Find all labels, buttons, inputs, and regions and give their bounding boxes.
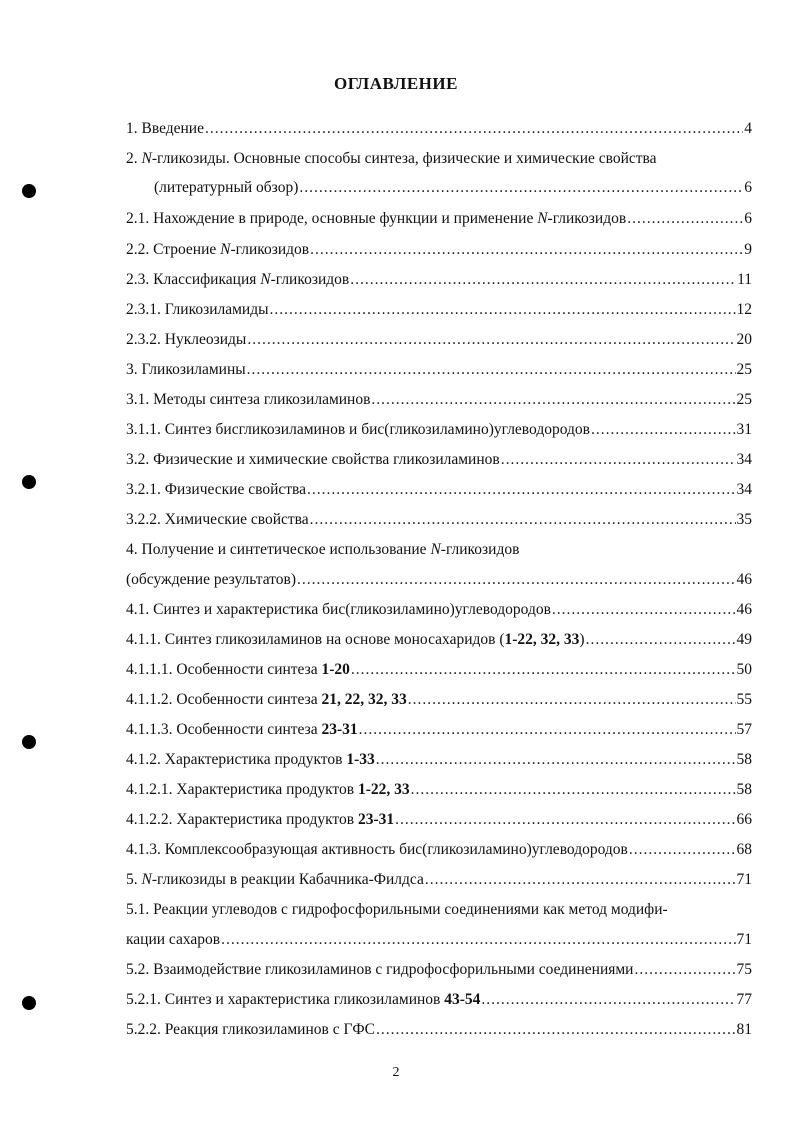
- toc-entry-label: 2.3. Классификация N-гликозидов: [126, 271, 350, 288]
- toc-entry-page: 12: [736, 301, 752, 318]
- toc-entry-label: 5. N-гликозиды в реакции Кабачника-Филдса: [126, 871, 424, 888]
- toc-entry: 5.1. Реакции углеводов с гидрофосфорильными соединениями как метод модифи-: [126, 901, 668, 918]
- toc-entry-page: 81: [736, 1021, 752, 1038]
- toc-entry: [126, 840, 752, 860]
- toc-entry-label: 3. Гликозиламины: [126, 361, 246, 378]
- toc-entry: [126, 270, 752, 290]
- toc-entry-label: 4.1.3. Комплексообразующая активность бис(гликозиламино)углеводородов: [126, 841, 628, 858]
- toc-entry: [126, 360, 752, 380]
- leader-dots: [376, 1020, 735, 1040]
- leader-dots: [351, 660, 736, 680]
- page-title: ОГЛАВЛЕНИЕ: [334, 74, 458, 93]
- toc-entry: [126, 300, 752, 320]
- toc-entry: [126, 810, 752, 830]
- toc-entry: [126, 990, 752, 1010]
- toc-entry: [126, 750, 752, 770]
- toc-entry-label: 5.2. Взаимодействие гликозиламинов с гидрофосфорильными соединениями: [126, 961, 634, 978]
- toc-entry-page: 50: [736, 661, 752, 678]
- toc-entry-label: 4.1.2.2. Характеристика продуктов 23-31: [126, 811, 395, 828]
- toc-entry: [126, 390, 752, 410]
- toc-entry-page: 77: [736, 991, 752, 1008]
- toc-entry-page: 9: [744, 241, 752, 258]
- toc-entry-page: 68: [736, 841, 752, 858]
- leader-dots: [552, 600, 736, 620]
- toc-entry-page: 35: [736, 511, 752, 528]
- toc-entry: [126, 450, 752, 470]
- leader-dots: [270, 300, 736, 320]
- toc-entry-page: 71: [736, 931, 752, 948]
- toc-entry: [126, 630, 752, 650]
- toc-entry-page: 71: [736, 871, 752, 888]
- toc-entry-label: 2.2. Строение N-гликозидов: [126, 241, 310, 258]
- leader-dots: [299, 178, 743, 198]
- leader-dots: [350, 270, 736, 290]
- leader-dots: [247, 360, 736, 380]
- leader-dots: [307, 480, 735, 500]
- leader-dots: [221, 930, 735, 950]
- toc-entry-label: 2.1. Нахождение в природе, основные функции и применение N-гликозидов: [126, 210, 627, 227]
- leader-dots: [371, 390, 735, 410]
- toc-entry-label: кации сахаров: [126, 931, 221, 948]
- leader-dots: [395, 810, 735, 830]
- toc-entry: [126, 119, 752, 139]
- toc-entry-page: 49: [736, 631, 752, 648]
- leader-dots: [586, 630, 736, 650]
- toc-entry-label: 3.1.1. Синтез бисгликозиламинов и бис(гликозиламино)углеводородов: [126, 421, 590, 438]
- toc-entry: 4. Получение и синтетическое использование N-гликозидов: [126, 541, 520, 558]
- leader-dots: [310, 240, 743, 260]
- toc-entry: [126, 510, 752, 530]
- toc-entry-label: 3.2. Физические и химические свойства гликозиламинов: [126, 451, 500, 468]
- toc-entry-page: 58: [736, 751, 752, 768]
- toc-entry-label: 5.2.1. Синтез и характеристика гликозиламинов 43-54: [126, 991, 481, 1008]
- toc-entry-page: 11: [737, 271, 752, 288]
- leader-dots: [359, 720, 736, 740]
- toc-entry: [126, 930, 752, 950]
- toc-entry-label: 4.1.2. Характеристика продуктов 1-33: [126, 751, 375, 768]
- toc-entry-page: 25: [736, 361, 752, 378]
- toc-entry-label: 1. Введение: [126, 120, 204, 137]
- toc-entry-label: 3.2.1. Физические свойства: [126, 481, 307, 498]
- toc-entry-page: 57: [736, 721, 752, 738]
- page-number: 2: [392, 1065, 400, 1080]
- toc-entry-page: 20: [736, 331, 752, 348]
- toc-entry-label: 3.1. Методы синтеза гликозиламинов: [126, 391, 371, 408]
- toc-entry: [126, 480, 752, 500]
- toc-entry: [126, 870, 752, 890]
- toc-entry-label: 4.1.1. Синтез гликозиламинов на основе моносахаридов (1-22, 32, 33): [126, 631, 585, 648]
- leader-dots: [205, 119, 743, 139]
- toc-entry-label: 4.1. Синтез и характеристика бис(гликозиламино)углеводородов: [126, 601, 551, 618]
- toc-entry-page: 31: [736, 421, 752, 438]
- toc-entry-page: 6: [744, 210, 752, 227]
- toc-entry: [126, 240, 752, 260]
- toc-entry-label: 4.1.1.1. Особенности синтеза 1-20: [126, 661, 350, 678]
- toc-entry: [126, 780, 752, 800]
- toc-entry-page: 66: [736, 811, 752, 828]
- toc-entry: [126, 720, 752, 740]
- toc-entry: [126, 330, 752, 350]
- toc-entry-label: 2.3.2. Нуклеозиды: [126, 331, 247, 348]
- leader-dots: [247, 330, 735, 350]
- toc-entry: [126, 960, 752, 980]
- leader-dots: [376, 750, 736, 770]
- toc-entry: 2. N-гликозиды. Основные способы синтеза, физические и химические свойства: [126, 150, 657, 167]
- toc-entry-page: 46: [736, 571, 752, 588]
- toc-entry: [126, 209, 752, 229]
- toc-entry-label: 4.1.1.2. Особенности синтеза 21, 22, 32, 33: [126, 691, 407, 708]
- toc-entry-page: 46: [736, 601, 752, 618]
- toc-entry-page: 34: [736, 451, 752, 468]
- toc-entry: [126, 600, 752, 620]
- toc-entry-label: 5.2.2. Реакция гликозиламинов с ГФС: [126, 1021, 376, 1038]
- toc-entry-label: 4.1.1.3. Особенности синтеза 23-31: [126, 721, 358, 738]
- toc-entry-label: 2.3.1. Гликозиламиды: [126, 301, 269, 318]
- leader-dots: [481, 990, 735, 1010]
- toc-entry: [126, 420, 752, 440]
- toc-entry: [126, 690, 752, 710]
- toc-entry-page: 58: [736, 781, 752, 798]
- leader-dots: [629, 840, 736, 860]
- toc-entry-page: 6: [744, 179, 752, 196]
- toc-entry: [126, 1020, 752, 1040]
- leader-dots: [408, 690, 736, 710]
- leader-dots: [501, 450, 736, 470]
- toc-entry-page: 75: [736, 961, 752, 978]
- toc-entry-label: (обсуждение результатов): [126, 571, 296, 588]
- toc-entry-label: 3.2.2. Химические свойства: [126, 511, 309, 528]
- toc-entry: [126, 660, 752, 680]
- toc-entry-page: 34: [736, 481, 752, 498]
- toc-entry: [154, 178, 752, 198]
- toc-entry-label: (литературный обзор): [154, 179, 299, 196]
- leader-dots: [634, 960, 735, 980]
- leader-dots: [627, 209, 743, 229]
- leader-dots: [591, 420, 736, 440]
- toc-entry-page: 4: [744, 120, 752, 137]
- toc-entry: [126, 570, 752, 590]
- leader-dots: [297, 570, 736, 590]
- toc-entry-page: 55: [736, 691, 752, 708]
- toc-entry-page: 25: [736, 391, 752, 408]
- leader-dots: [425, 870, 736, 890]
- toc-entry-label: 4.1.2.1. Характеристика продуктов 1-22, 33: [126, 781, 410, 798]
- leader-dots: [310, 510, 736, 530]
- leader-dots: [411, 780, 736, 800]
